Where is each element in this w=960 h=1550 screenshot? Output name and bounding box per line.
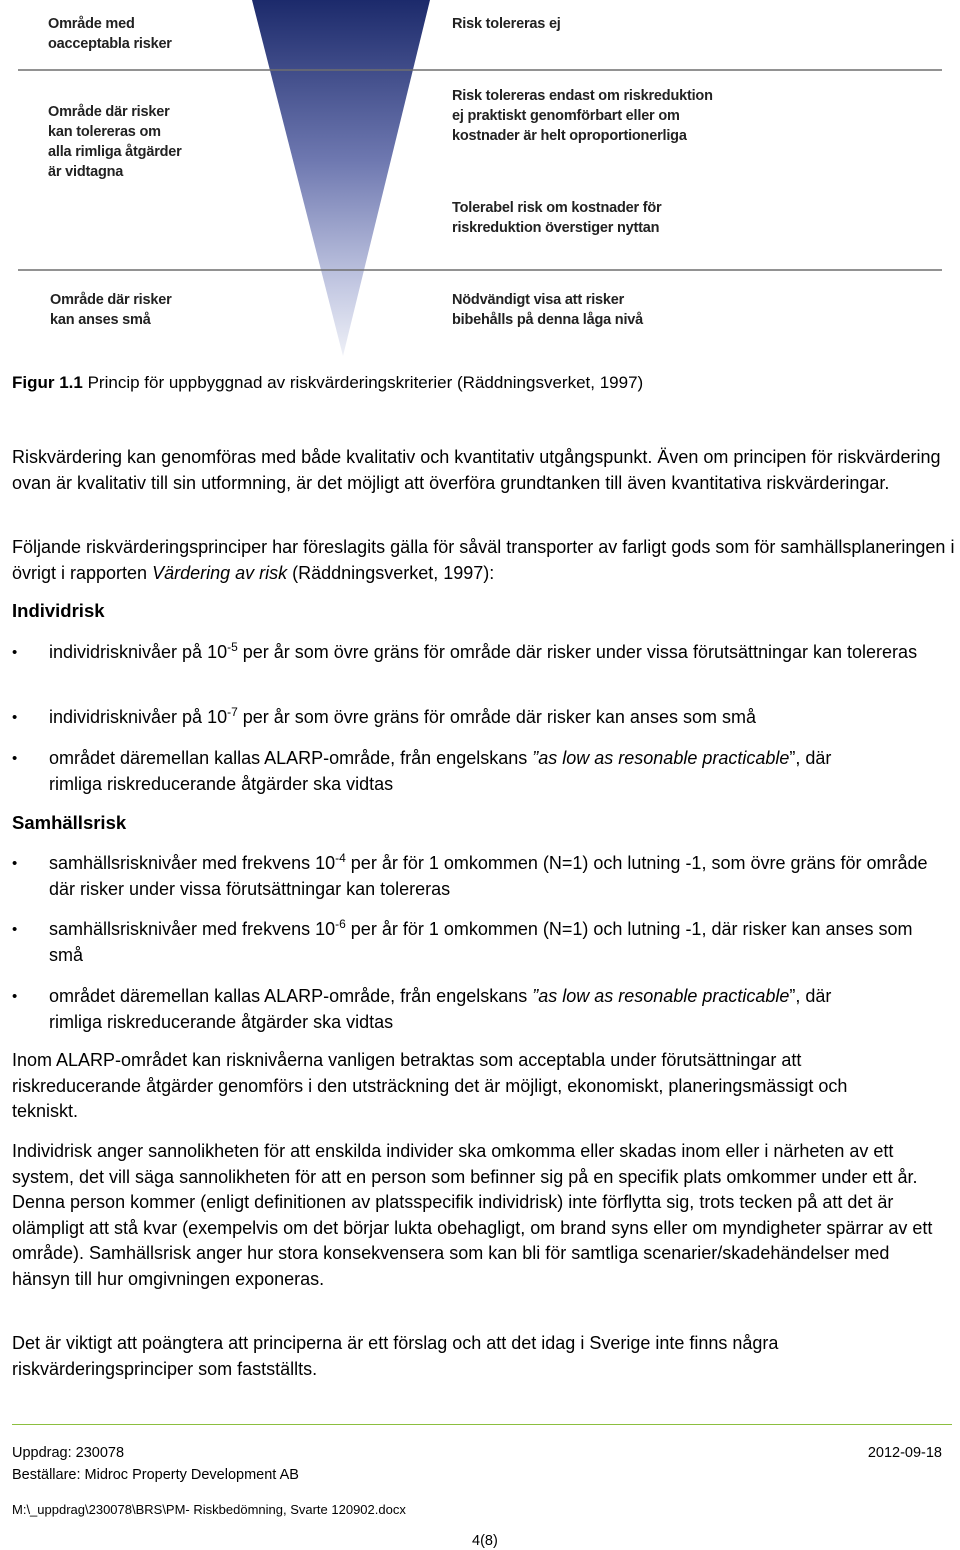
report-title: Värdering av risk <box>152 562 288 583</box>
label-alarp-region: Område där risker kan tolereras om alla rimliga åtgärder är vidtagna <box>48 104 182 180</box>
paragraph-2-tail: (Räddningsverket, 1997): <box>287 562 495 583</box>
paragraph-3: Inom ALARP-området kan risknivåerna vanligen betraktas som acceptabla under förutsättningar att riskreducerande åtgärder genomförs i den utsträckning det är möjligt, ekonomiskt, planeringsmässigt och tekniskt. <box>12 1050 848 1121</box>
caption-text: Princip för uppbyggnad av riskvärderingskriterier (Räddningsverket, 1997) <box>82 373 644 392</box>
bullet-icon: • <box>12 988 18 1005</box>
bullet-text: området däremellan kallas ALARP-område, från engelskans ”as low as resonable practicable”, där rimliga riskreducerande åtgärder ska vidtas <box>49 986 832 1032</box>
heading-samhallsrisk: Samhällsrisk <box>12 812 127 833</box>
footer-file-path: M:\_uppdrag\230078\BRS\PM- Riskbedömning, Svarte 120902.docx <box>12 1502 406 1517</box>
bullet-text: samhällsrisknivåer med frekvens $10^{-4}$ per år för 1 omkommen (N=1) och lutning -1, som övre gräns för område där risker under vissa förutsättningar kan tolereras <box>49 851 928 899</box>
bullet-text: området däremellan kallas ALARP-område, från engelskans ”as low as resonable practicable”, där rimliga riskreducerande åtgärder ska vidtas <box>49 748 832 794</box>
label-necessary-keep-low: Nödvändigt visa att risker bibehålls på denna låga nivå <box>452 292 644 328</box>
label-tolerable-if-costs: Tolerabel risk om kostnader för riskreduktion överstiger nyttan <box>452 200 662 236</box>
bullet-text: individrisknivåer på $10^{-7}$ per år som övre gräns för område där risker kan anses som små <box>49 705 756 727</box>
paragraph-2 <box>12 535 957 586</box>
label-small-risk-region: Område där risker kan anses små <box>50 292 172 328</box>
paragraph-1: Riskvärdering kan genomföras med både kvalitativ och kvantitativ utgångspunkt. Även om principen för riskvärdering ovan är kvalitativ till sin utformning, är det möjligt att överföra grundtanken till även kvantitativa riskvärderingar. <box>12 447 941 493</box>
heading-individrisk: Individrisk <box>12 600 105 621</box>
caption-label: Figur 1.1 <box>12 373 83 392</box>
risk-triangle <box>252 0 430 356</box>
label-tolerated-with-reduction: Risk tolereras endast om riskreduktion ej praktiskt genomförbart eller om kostnader är helt oproportionerliga <box>452 88 713 144</box>
bullet-icon: • <box>12 855 18 872</box>
label-unacceptable-region: Område med oacceptabla risker <box>48 16 172 52</box>
bullet-icon: • <box>12 921 18 938</box>
footer-bestallare: Beställare: Midroc Property Development AB <box>12 1467 299 1483</box>
bullet-icon: • <box>12 644 18 661</box>
paragraph-2-text: Följande riskvärderingsprinciper har föreslagits gälla för såväl transporter av farligt gods som för samhällsplaneringen i övrigt i rapporten <box>12 537 955 583</box>
paragraph-5: Det är viktigt att poängtera att principerna är ett förslag och att det idag i Sverige inte finns några riskvärderingsprinciper som fastställts. <box>12 1333 779 1379</box>
bullet-text: individrisknivåer på $10^{-5}$ per år som övre gräns för område där risker under vissa förutsättningar kan tolereras <box>49 640 918 662</box>
bullet-icon: • <box>12 709 18 726</box>
figure-caption <box>12 370 643 396</box>
paragraph-4: Individrisk anger sannolikheten för att enskilda individer ska omkomma eller skadas inom eller i närheten av ett system, det vill säga sannolikheten för att en person som befinner sig på en specifik plats omkommer under ett år. Denna person kommer (enligt definitionen av platsspecifik individrisk) inte förflytta sig, trots tecken på att det är olämpligt att stå kvar (exempelvis om det börjar lukta obehagligt, om brand syns eller om myndigheter spärrar av ett område). Samhällsrisk anger hur stora konsekvensera som kan bli för samtliga scenarier/skadehändelser med hänsyn till hur omgivningen exponeras. <box>12 1141 933 1289</box>
bullet-icon: • <box>12 750 18 767</box>
page-number: 4(8) <box>472 1533 498 1549</box>
footer-uppdrag: Uppdrag: 230078 <box>12 1445 125 1461</box>
label-not-tolerated: Risk tolereras ej <box>452 16 561 32</box>
risk-principle-figure <box>0 0 960 360</box>
footer-divider <box>12 1424 952 1425</box>
footer-date: 2012-09-18 <box>867 1445 942 1461</box>
bullet-text: samhällsrisknivåer med frekvens $10^{-6}$ per år för 1 omkommen (N=1) och lutning -1, där risker kan anses som små <box>49 917 913 965</box>
